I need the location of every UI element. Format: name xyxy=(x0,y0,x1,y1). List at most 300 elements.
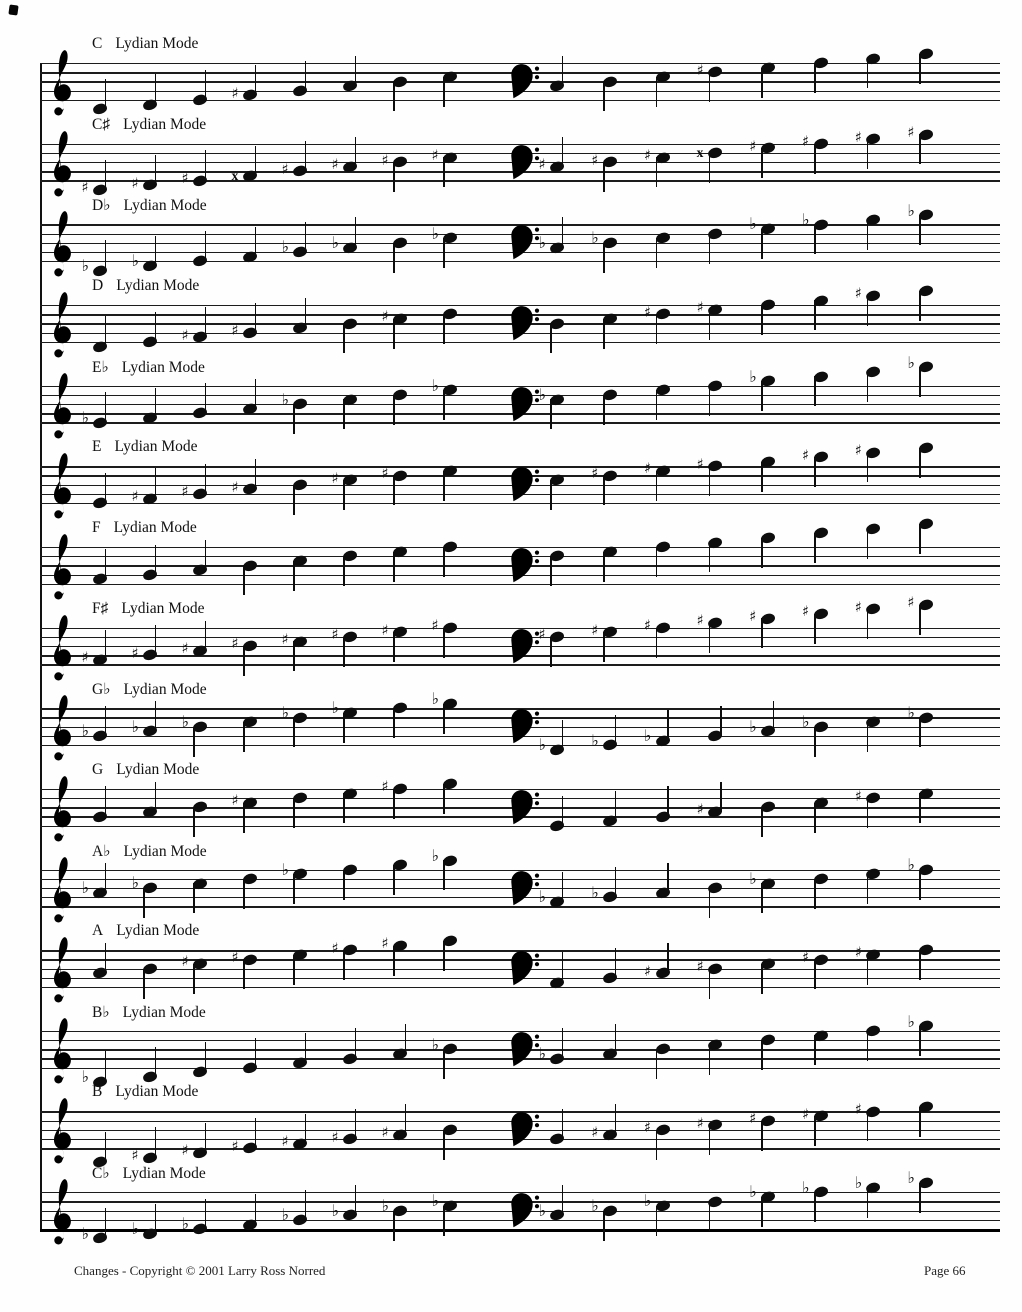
accidental-sharp-icon: ♯ xyxy=(231,1138,239,1155)
note-stem xyxy=(550,323,552,353)
note-stem xyxy=(867,1111,869,1141)
note-stem xyxy=(255,379,257,409)
accidental-sharp-icon: ♯ xyxy=(381,152,389,169)
accidental-sharp-icon: ♯ xyxy=(591,465,599,482)
accidental-flat-icon: ♭ xyxy=(131,251,140,271)
note-stem xyxy=(867,798,869,828)
note-stem xyxy=(761,1121,763,1151)
accidental-sharp-icon: ♯ xyxy=(854,945,862,962)
note-stem xyxy=(155,74,157,104)
note-stem xyxy=(919,54,921,84)
accidental-flat-icon: ♭ xyxy=(907,702,915,722)
note-stem xyxy=(443,704,445,734)
accidental-sharp-icon: ♯ xyxy=(749,1111,757,1128)
note-stem xyxy=(343,323,345,353)
accidental-sharp-icon: ♯ xyxy=(643,304,651,321)
note-stem xyxy=(814,1192,816,1222)
note-stem xyxy=(773,701,775,731)
note-stem xyxy=(343,793,345,823)
note-stem xyxy=(155,236,157,266)
accidental-flat-icon: ♭ xyxy=(907,855,915,874)
accidental-flat-icon: ♭ xyxy=(431,689,440,709)
accidental-flat-icon: ♭ xyxy=(281,859,290,879)
bass-clef-icon xyxy=(508,1110,540,1150)
note-stem xyxy=(656,471,658,501)
note-stem xyxy=(293,641,295,671)
note-stem xyxy=(562,1185,564,1215)
note-stem xyxy=(393,319,395,349)
accidental-flat-icon: ♭ xyxy=(907,1168,915,1188)
note-stem xyxy=(293,798,295,828)
note-stem xyxy=(603,395,605,425)
note-stem xyxy=(550,480,552,510)
bass-clef-icon xyxy=(508,707,540,747)
note-stem xyxy=(562,217,564,247)
mode-name: Lydian Mode xyxy=(116,760,200,778)
note-stem xyxy=(343,480,345,510)
note-stem xyxy=(105,706,107,736)
note-stem xyxy=(255,459,257,489)
note-stem xyxy=(867,529,869,559)
note-stem xyxy=(243,722,245,752)
note-stem xyxy=(761,148,763,178)
accidental-sharp-icon: ♯ xyxy=(381,1124,389,1141)
note-stem xyxy=(615,867,617,897)
accidental-sharp-icon: ♯ xyxy=(802,447,810,464)
note-stem xyxy=(867,722,869,752)
note-stem xyxy=(615,948,617,978)
note-stem xyxy=(305,141,307,171)
accidental-sharp-icon: ♯ xyxy=(131,175,139,192)
note-stem xyxy=(393,552,395,582)
note-stem xyxy=(205,464,207,494)
accidental-flat-icon: ♭ xyxy=(81,407,90,427)
bass-clef-icon xyxy=(508,385,540,425)
note-stem xyxy=(443,314,445,344)
mode-name: Lydian Mode xyxy=(121,599,205,617)
footer-copyright: Changes - Copyright © 2001 Larry Ross Norred xyxy=(74,1263,326,1278)
accidental-flat-icon: ♭ xyxy=(331,232,340,252)
scan-artifact xyxy=(8,4,18,15)
accidental-sharp-icon: ♯ xyxy=(854,286,862,303)
note-stem xyxy=(105,316,107,346)
note-stem xyxy=(562,720,564,750)
note-stem xyxy=(443,77,445,107)
accidental-sharp-icon: ♯ xyxy=(696,613,704,630)
note-stem xyxy=(867,372,869,402)
bass-clef-icon xyxy=(508,546,540,586)
accidental-flat-icon: ♭ xyxy=(81,1223,90,1243)
treble-clef-icon xyxy=(44,369,80,441)
note-stem xyxy=(193,727,195,757)
note-stem xyxy=(443,471,445,501)
note-stem xyxy=(105,79,107,109)
accidental-flat-icon: ♭ xyxy=(81,1066,90,1086)
note-stem xyxy=(761,229,763,259)
accidental-flat-icon: ♭ xyxy=(431,1034,440,1054)
mode-name: Lydian Mode xyxy=(114,438,198,456)
bass-clef-icon xyxy=(508,62,540,102)
accidental-sharp-icon: ♯ xyxy=(907,124,915,141)
mode-name: Lydian Mode xyxy=(123,842,207,860)
note-stem xyxy=(293,561,295,591)
note-stem xyxy=(393,395,395,425)
note-stem xyxy=(919,524,921,554)
accidental-sharp-icon: ♯ xyxy=(231,636,239,653)
accidental-flat-icon: ♭ xyxy=(643,1191,652,1211)
note-stem xyxy=(443,1206,445,1236)
note-stem xyxy=(656,1049,658,1079)
key-name: G♭ xyxy=(92,681,111,699)
note-stem xyxy=(720,782,722,812)
note-stem xyxy=(205,307,207,337)
note-stem xyxy=(205,383,207,413)
accidental-sharp-icon: ♯ xyxy=(181,170,189,187)
note-stem xyxy=(761,618,763,648)
note-stem xyxy=(443,157,445,187)
staff-label xyxy=(92,1083,198,1101)
note-stem xyxy=(919,870,921,900)
note-stem xyxy=(814,1035,816,1065)
accidental-flat-icon: ♭ xyxy=(591,882,599,902)
staff-label xyxy=(92,1164,206,1183)
accidental-sharp-icon: ♯ xyxy=(802,949,810,966)
accidental-flat-icon: ♭ xyxy=(81,255,90,275)
accidental-sharp-icon: ♯ xyxy=(181,327,189,344)
accidental-sharp-icon: ♯ xyxy=(231,793,239,810)
key-name: C xyxy=(92,35,103,52)
accidental-sharp-icon: ♯ xyxy=(381,309,389,326)
note-stem xyxy=(105,863,107,893)
bass-clef-icon xyxy=(508,304,540,344)
note-stem xyxy=(656,628,658,658)
note-stem xyxy=(393,789,395,819)
accidental-flat-icon: ♭ xyxy=(643,725,652,745)
mode-name: Lydian Mode xyxy=(121,358,205,376)
note-stem xyxy=(243,959,245,989)
staff-label xyxy=(92,1003,206,1022)
key-name: C♯ xyxy=(92,115,111,133)
note-stem xyxy=(343,556,345,586)
key-name: G xyxy=(92,760,104,778)
note-stem xyxy=(205,1199,207,1229)
accidental-flat-icon: ♭ xyxy=(802,712,810,732)
note-stem xyxy=(105,473,107,503)
note-stem xyxy=(255,303,257,333)
accidental-sharp-icon: ♯ xyxy=(381,779,389,796)
accidental-flat-icon: ♭ xyxy=(331,698,340,718)
accidental-sharp-icon: ♯ xyxy=(381,465,389,482)
mode-name: Lydian Mode xyxy=(123,115,207,133)
note-stem xyxy=(919,448,921,478)
note-stem xyxy=(919,134,921,164)
note-stem xyxy=(155,388,157,418)
mode-name: Lydian Mode xyxy=(122,1165,206,1183)
accidental-sharp-icon: ♯ xyxy=(431,147,439,164)
note-stem xyxy=(443,547,445,577)
note-stem xyxy=(814,300,816,330)
accidental-flat-icon: ♭ xyxy=(538,887,547,907)
note-stem xyxy=(603,552,605,582)
note-stem xyxy=(603,475,605,505)
note-stem xyxy=(293,404,295,434)
note-stem xyxy=(603,1211,605,1241)
mode-name: Lydian Mode xyxy=(113,518,197,536)
note-stem xyxy=(443,941,445,971)
note-stem xyxy=(243,646,245,676)
note-stem xyxy=(243,803,245,833)
accidental-sharp-icon: ♯ xyxy=(696,456,704,473)
treble-clef-icon xyxy=(44,1175,80,1247)
note-stem xyxy=(709,623,711,653)
treble-clef-icon xyxy=(44,691,80,763)
note-stem xyxy=(814,224,816,254)
note-stem xyxy=(667,786,669,816)
treble-clef-icon xyxy=(44,530,80,602)
accidental-flat-icon: ♭ xyxy=(538,384,547,404)
accidental-sharp-icon: ♯ xyxy=(696,959,704,976)
key-name: B♭ xyxy=(92,1003,110,1021)
note-stem xyxy=(355,56,357,86)
treble-clef-icon xyxy=(44,611,80,683)
accidental-flat-icon: ♭ xyxy=(802,209,810,229)
note-stem xyxy=(305,1033,307,1063)
note-stem xyxy=(305,298,307,328)
note-stem xyxy=(761,538,763,568)
note-stem xyxy=(305,222,307,252)
accidental-sharp-icon: ♯ xyxy=(81,650,89,667)
accidental-flat-icon: ♭ xyxy=(749,214,757,234)
note-stem xyxy=(305,1114,307,1144)
note-stem xyxy=(355,217,357,247)
mode-name: Lydian Mode xyxy=(123,681,207,699)
note-stem xyxy=(155,545,157,575)
accidental-sharp-icon: ♯ xyxy=(538,627,546,644)
note-stem xyxy=(656,238,658,268)
note-stem xyxy=(550,399,552,429)
treble-clef-icon xyxy=(44,288,80,360)
note-stem xyxy=(761,68,763,98)
note-stem xyxy=(709,1125,711,1155)
note-stem xyxy=(155,312,157,342)
accidental-flat-icon: ♭ xyxy=(181,712,190,732)
note-stem xyxy=(105,786,107,816)
note-stem xyxy=(443,860,445,890)
note-stem xyxy=(193,883,195,913)
accidental-sharp-icon: ♯ xyxy=(131,645,139,662)
accidental-flat-icon: ♭ xyxy=(907,1011,915,1031)
note-stem xyxy=(105,240,107,270)
note-stem xyxy=(443,390,445,420)
note-stem xyxy=(343,637,345,667)
bass-clef-icon xyxy=(508,949,540,989)
bass-clef-icon xyxy=(508,1030,540,1070)
footer-page-number: Page 66 xyxy=(924,1263,966,1278)
staff-label xyxy=(92,519,197,537)
accidental-sharp-icon: ♯ xyxy=(331,940,339,957)
note-stem xyxy=(919,717,921,747)
note-stem xyxy=(761,883,763,913)
note-stem xyxy=(709,1201,711,1231)
key-name: D xyxy=(92,276,104,294)
note-stem xyxy=(667,943,669,973)
note-stem xyxy=(155,1127,157,1157)
accidental-sharp-icon: ♯ xyxy=(131,488,139,505)
staff-label xyxy=(92,116,206,134)
note-stem xyxy=(393,946,395,976)
key-name: A♭ xyxy=(92,842,111,860)
accidental-sharp-icon: ♯ xyxy=(591,152,599,169)
bass-clef-icon xyxy=(508,465,540,505)
note-stem xyxy=(761,305,763,335)
note-stem xyxy=(205,231,207,261)
accidental-sharp-icon: ♯ xyxy=(591,1124,599,1141)
note-stem xyxy=(155,1204,157,1234)
key-name: B xyxy=(92,1083,103,1101)
staff-label xyxy=(92,35,198,53)
accidental-sharp-icon: ♯ xyxy=(231,479,239,496)
note-stem xyxy=(255,1118,257,1148)
note-stem xyxy=(405,1024,407,1054)
accidental-sharp-icon: ♯ xyxy=(381,936,389,953)
note-stem xyxy=(255,65,257,95)
note-stem xyxy=(293,955,295,985)
note-stem xyxy=(867,58,869,88)
key-name: F xyxy=(92,518,101,536)
note-stem xyxy=(193,964,195,994)
note-stem xyxy=(143,888,145,918)
note-stem xyxy=(550,637,552,667)
accidental-sharp-icon: ♯ xyxy=(643,618,651,635)
note-stem xyxy=(443,1049,445,1079)
note-stem xyxy=(919,367,921,397)
note-stem xyxy=(105,1051,107,1081)
note-stem xyxy=(193,807,195,837)
note-stem xyxy=(393,865,395,895)
note-stem xyxy=(709,310,711,340)
accidental-flat-icon: ♭ xyxy=(538,1043,547,1063)
treble-clef-icon xyxy=(44,1014,80,1086)
note-stem xyxy=(255,227,257,257)
accidental-sharp-icon: ♯ xyxy=(749,608,757,625)
accidental-sharp-icon: ♯ xyxy=(802,1106,810,1123)
note-stem xyxy=(709,153,711,183)
accidental-flat-icon: ♭ xyxy=(281,237,290,257)
note-stem xyxy=(814,614,816,644)
accidental-sharp-icon: ♯ xyxy=(802,134,810,151)
note-stem xyxy=(562,952,564,982)
note-stem xyxy=(919,1183,921,1213)
accidental-flat-icon: ♭ xyxy=(854,1173,863,1192)
note-stem xyxy=(709,466,711,496)
staff-label xyxy=(92,277,199,295)
note-stem xyxy=(155,468,157,498)
note-stem xyxy=(355,1109,357,1139)
accidental-sharp-icon: ♯ xyxy=(643,147,651,164)
note-stem xyxy=(393,475,395,505)
note-stem xyxy=(305,61,307,91)
note-stem xyxy=(761,381,763,411)
note-stem xyxy=(867,874,869,904)
note-stem xyxy=(867,955,869,985)
note-stem xyxy=(562,1109,564,1139)
note-stem xyxy=(443,238,445,268)
accidental-flat-icon: ♭ xyxy=(591,1196,599,1215)
accidental-sharp-icon: ♯ xyxy=(854,599,862,616)
note-stem xyxy=(393,632,395,662)
note-stem xyxy=(720,706,722,736)
note-stem xyxy=(656,1206,658,1236)
accidental-sharp-icon: ♯ xyxy=(281,631,289,648)
note-stem xyxy=(443,784,445,814)
treble-clef-icon xyxy=(44,207,80,279)
accidental-sharp-icon: ♯ xyxy=(538,157,546,174)
key-name: C♭ xyxy=(92,1165,110,1183)
accidental-sharp-icon: ♯ xyxy=(331,157,339,174)
note-stem xyxy=(919,1107,921,1137)
note-stem xyxy=(155,701,157,731)
note-stem xyxy=(615,715,617,745)
note-stem xyxy=(205,1042,207,1072)
note-stem xyxy=(761,1197,763,1227)
note-stem xyxy=(919,950,921,980)
note-stem xyxy=(667,710,669,740)
note-stem xyxy=(814,803,816,833)
accidental-flat-icon: ♭ xyxy=(907,200,915,220)
accidental-sharp-icon: ♯ xyxy=(231,949,239,966)
note-stem xyxy=(105,1132,107,1162)
note-stem xyxy=(919,605,921,635)
note-stem xyxy=(814,879,816,909)
note-stem xyxy=(656,390,658,420)
note-stem xyxy=(155,155,157,185)
note-stem xyxy=(305,1190,307,1220)
accidental-sharp-icon: ♯ xyxy=(907,595,915,612)
note-stem xyxy=(393,1211,395,1241)
note-stem xyxy=(656,314,658,344)
note-stem xyxy=(814,1116,816,1146)
accidental-sharp-icon: ♯ xyxy=(749,138,757,155)
accidental-sharp-icon: ♯ xyxy=(181,641,189,658)
staff-label xyxy=(92,438,198,456)
mode-name: Lydian Mode xyxy=(116,276,200,294)
note-stem xyxy=(205,70,207,100)
accidental-flat-icon: ♭ xyxy=(591,228,599,248)
treble-clef-icon xyxy=(44,127,80,199)
note-stem xyxy=(603,319,605,349)
accidental-flat-icon: ♭ xyxy=(81,878,90,897)
note-stem xyxy=(105,943,107,973)
note-stem xyxy=(656,547,658,577)
accidental-flat-icon: ♭ xyxy=(281,389,290,409)
accidental-flat-icon: ♭ xyxy=(431,1191,440,1211)
note-stem xyxy=(393,81,395,111)
key-name: E♭ xyxy=(92,358,109,376)
note-stem xyxy=(393,162,395,192)
staff-label xyxy=(92,680,207,699)
note-stem xyxy=(814,533,816,563)
note-stem xyxy=(562,1028,564,1058)
note-stem xyxy=(550,556,552,586)
note-stem xyxy=(243,879,245,909)
accidental-sharp-icon: ♯ xyxy=(181,1143,189,1160)
note-stem xyxy=(867,139,869,169)
accidental-sharp-icon: ♯ xyxy=(696,300,704,317)
note-stem xyxy=(255,1194,257,1224)
note-stem xyxy=(603,243,605,273)
accidental-flat-icon: ♭ xyxy=(538,735,547,755)
accidental-sharp-icon: ♯ xyxy=(854,1101,862,1118)
